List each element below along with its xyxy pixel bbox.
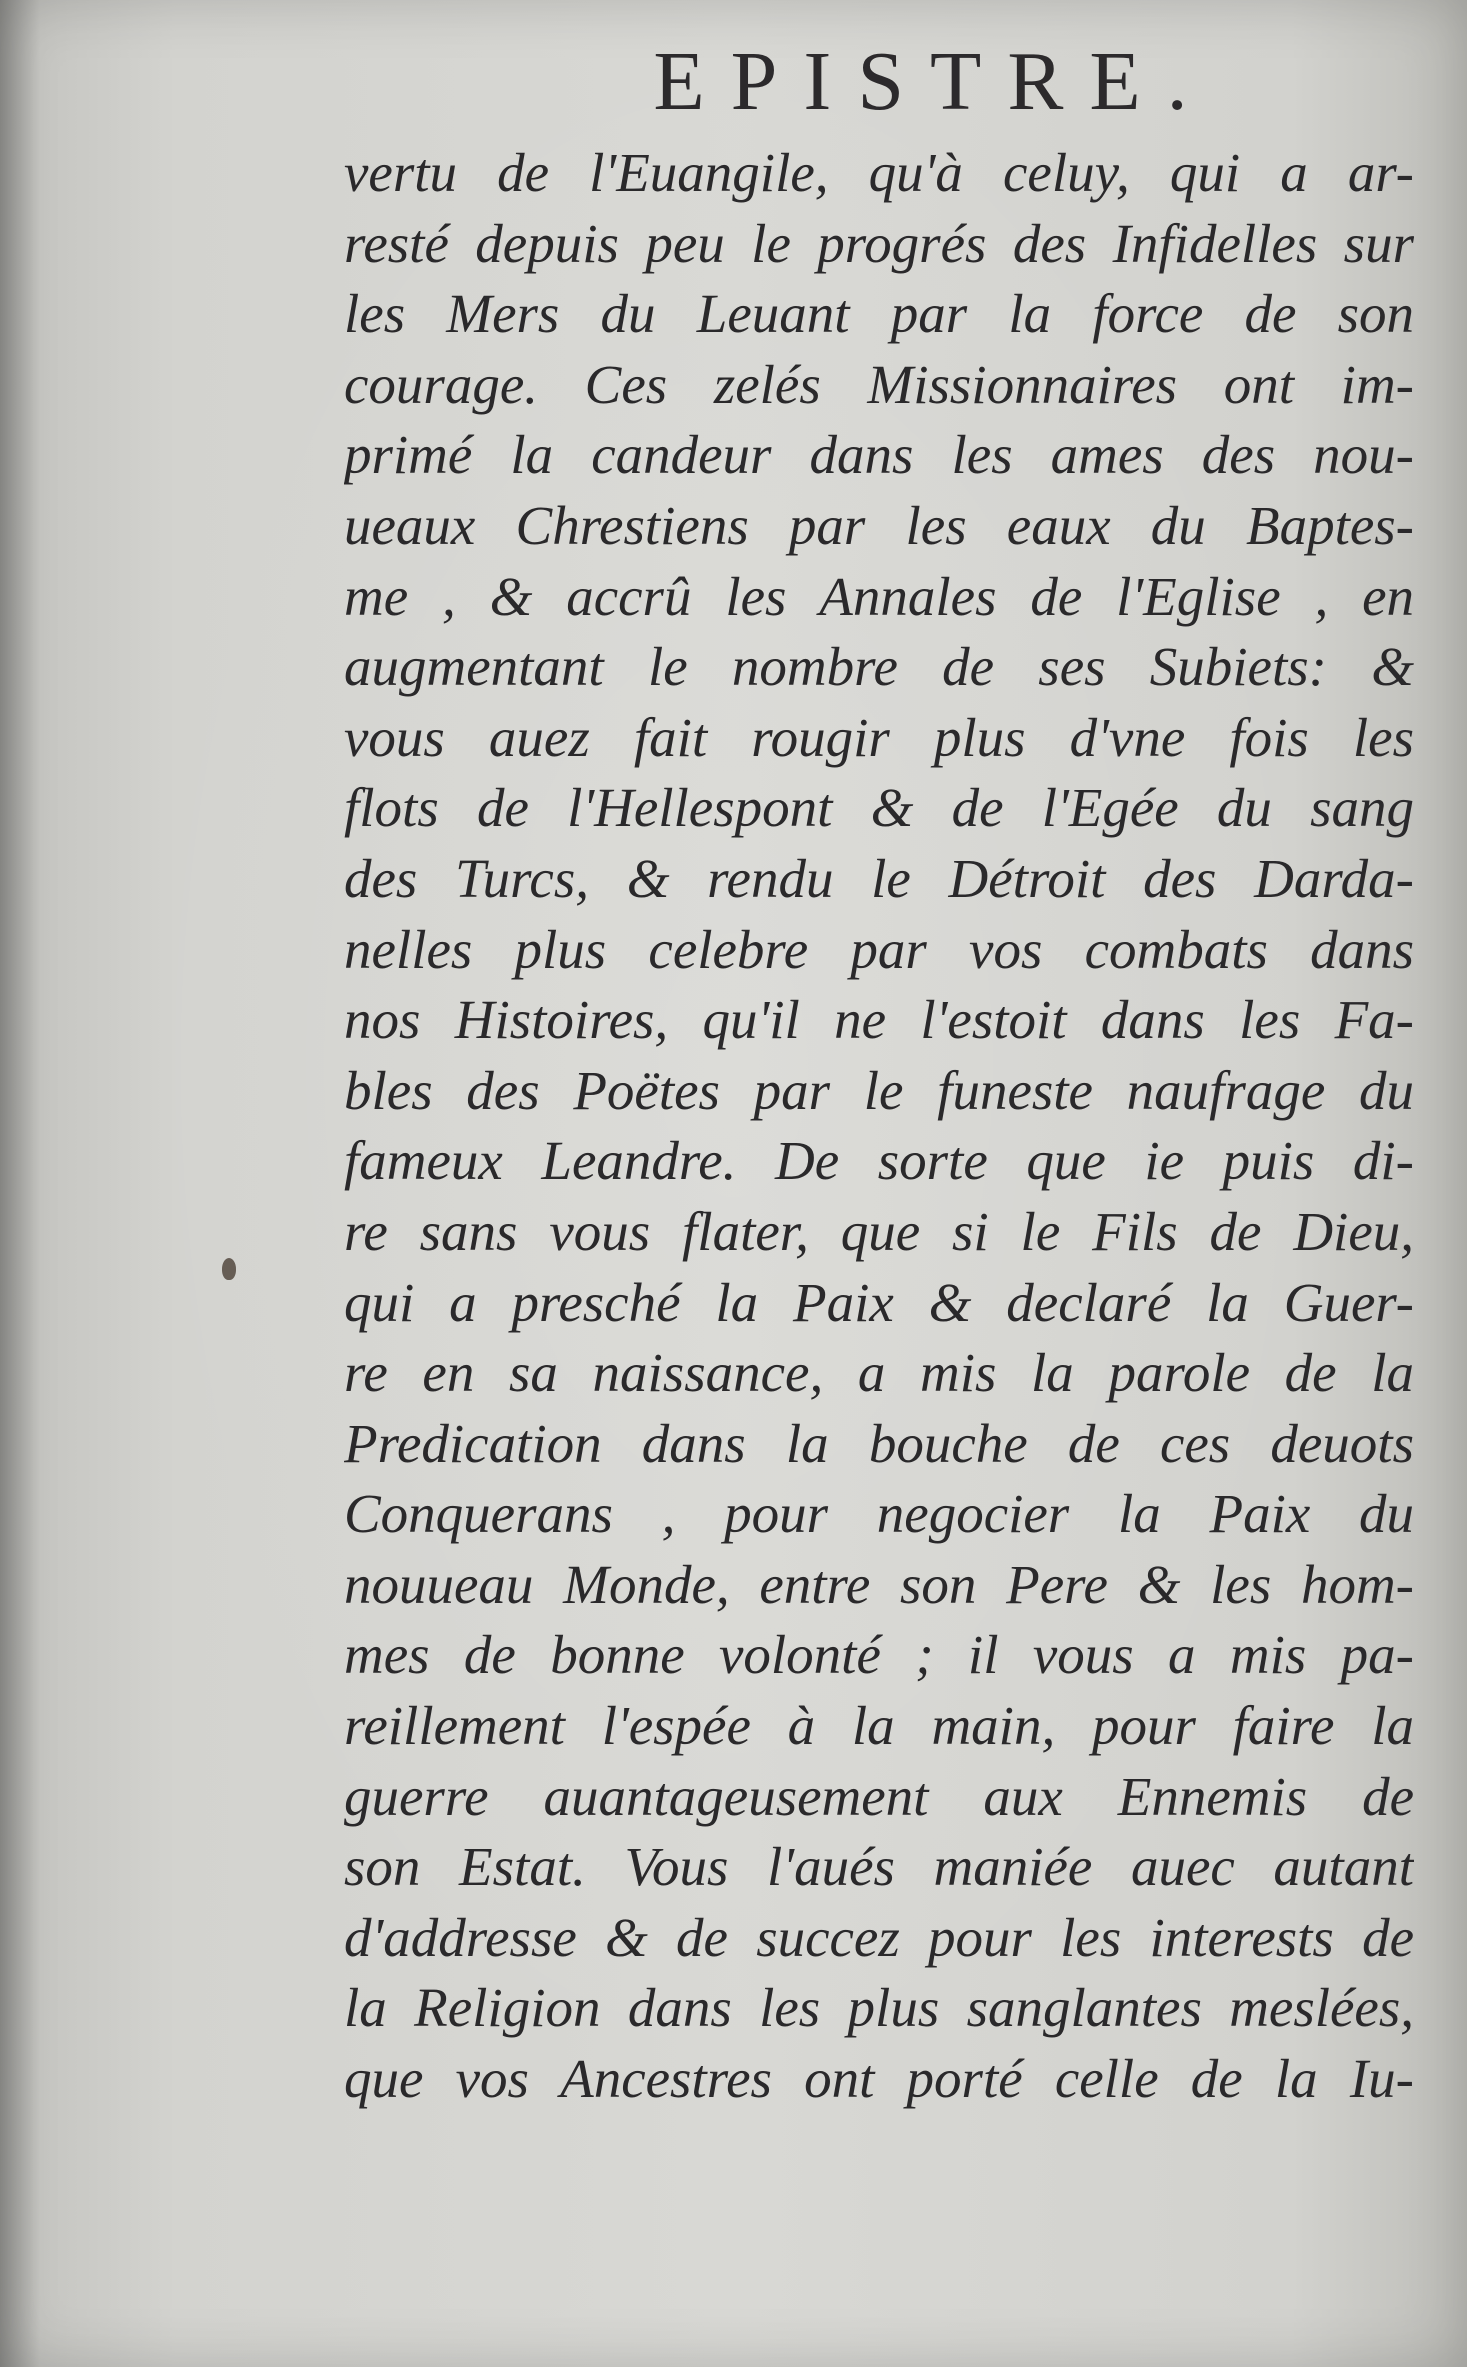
text-line: ueaux Chrestiens par les eaux du Baptes- [344, 494, 1414, 556]
ink-spot [222, 1258, 236, 1280]
text-line: qui a presché la Paix & declaré la Guer- [344, 1271, 1414, 1333]
text-line: reillement l'espée à la main, pour faire la [344, 1695, 1414, 1757]
text-line: me , & accrû les Annales de l'Eglise , en [344, 565, 1414, 627]
text-line: augmentant le nombre de ses Subiets: & [344, 636, 1414, 698]
text-line: nouueau Monde, entre son Pere & les hom- [344, 1553, 1414, 1615]
text-line: vous auez fait rougir plus d'vne fois les [344, 706, 1414, 768]
text-line: que vos Ancestres ont porté celle de la Iu- [344, 2048, 1414, 2110]
text-line: re en sa naissance, a mis la parole de la [344, 1342, 1414, 1404]
text-line: vertu de l'Euangile, qu'à celuy, qui a ar- [344, 142, 1414, 203]
text-line: nelles plus celebre par vos combats dans [344, 918, 1414, 980]
text-line: nos Histoires, qu'il ne l'estoit dans les Fa- [344, 989, 1414, 1051]
text-line: re sans vous flater, que si le Fils de Dieu, [344, 1200, 1414, 1262]
text-line: primé la candeur dans les ames des nou- [344, 424, 1414, 486]
text-line: Predication dans la bouche de ces deuots [344, 1412, 1414, 1474]
text-line: mes de bonne volonté ; il vous a mis pa- [344, 1624, 1414, 1686]
text-line: fameux Leandre. De sorte que ie puis di- [344, 1130, 1414, 1192]
text-line: bles des Poëtes par le funeste naufrage du [344, 1059, 1414, 1121]
page-body-text [344, 138, 1414, 2115]
text-line: flots de l'Hellespont & de l'Egée du sang [344, 777, 1414, 839]
text-line: resté depuis peu le progrés des Infidelles sur [344, 212, 1414, 274]
text-line: guerre auantageusement aux Ennemis de [344, 1765, 1414, 1827]
binding-shadow [0, 0, 40, 2367]
text-line: d'addresse & de succez pour les interests de [344, 1906, 1414, 1968]
text-line: son Estat. Vous l'aués maniée auec autant [344, 1836, 1414, 1898]
text-line: les Mers du Leuant par la force de son [344, 283, 1414, 345]
text-line: la Religion dans les plus sanglantes meslées, [344, 1977, 1414, 2039]
text-line: Conquerans , pour negocier la Paix du [344, 1483, 1414, 1545]
text-line: des Turcs, & rendu le Détroit des Darda- [344, 847, 1414, 909]
running-header: EPISTRE. [653, 35, 1214, 128]
text-line: courage. Ces zelés Missionnaires ont im- [344, 353, 1414, 415]
